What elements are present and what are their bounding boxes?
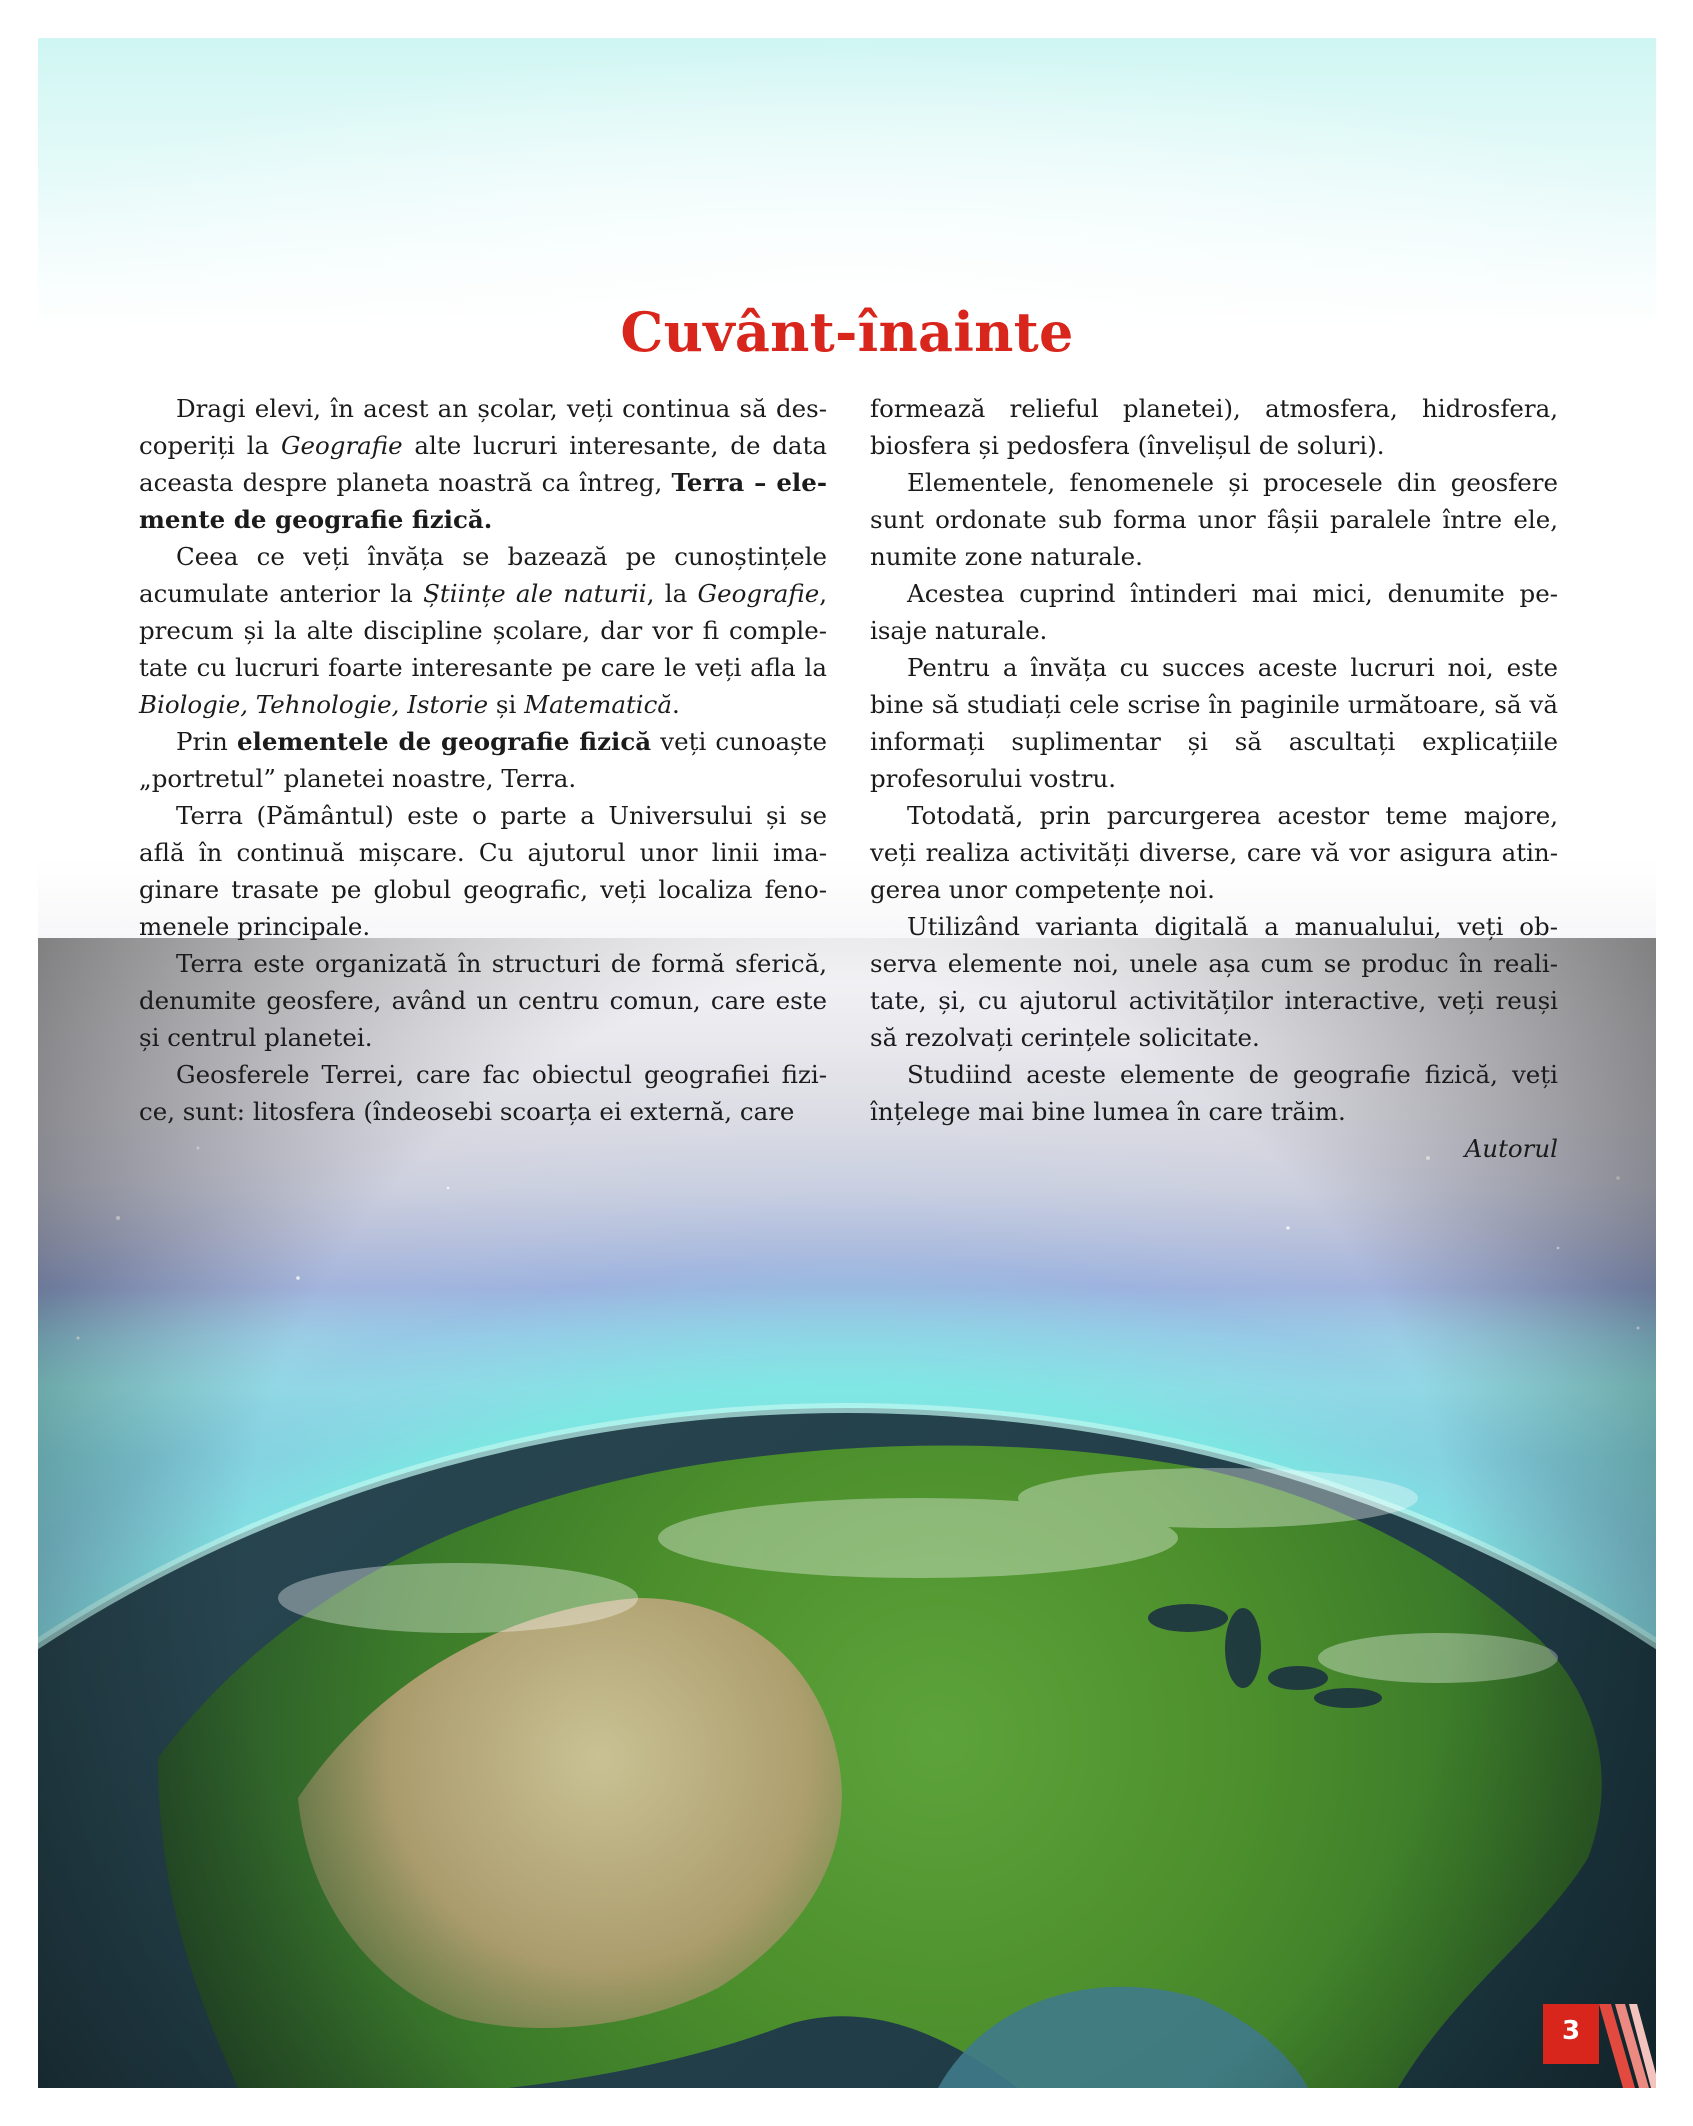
page-tab-stripes-icon	[1599, 2004, 1656, 2088]
text-span: alte lucruri interesante, de data aceasta despre planeta noastră ca întreg,	[139, 431, 827, 497]
paragraph: formează relieful planetei), atmosfera, hidrosfera, biosfera și pedosfera (învelișul de soluri).	[870, 394, 1558, 460]
page-number-tab	[1543, 2004, 1599, 2064]
left-column	[139, 390, 827, 1130]
paragraph: Acestea cuprind întinderi mai mici, denumite peisaje naturale.	[870, 579, 1558, 645]
paragraph: Utilizând varianta digitală a manualului, veți observa elemente noi, unele așa cum se produc în realitate, și, cu ajutorul activităților interactive, veți reuși să rezolvați cerințele solicitate.	[870, 912, 1558, 1052]
paragraph: Terra este organizată în structuri de formă sferică, denumite geosfere, având un centru comun, care este și centrul planetei.	[139, 949, 827, 1052]
paragraph	[139, 538, 827, 723]
italic-term: Matematică	[524, 690, 672, 719]
paragraph: Elementele, fenomenele și procesele din geosfere sunt ordonate sub forma unor fâșii paralele între ele, numite zone naturale.	[870, 468, 1558, 571]
paragraph: Geosferele Terrei, care fac obiectul geografiei fizice, sunt: litosfera (îndeosebi scoarța ei externă, care	[139, 1060, 827, 1126]
italic-term: Biologie, Tehnologie, Istorie	[139, 690, 489, 719]
page	[38, 38, 1656, 2088]
text-span: veți cunoaște „portretul” planetei noastre, Terra.	[139, 727, 827, 793]
paragraph: Studiind aceste elemente de geografie fizică, veți înțelege mai bine lumea în care trăim.	[870, 1060, 1558, 1126]
paragraph	[139, 723, 827, 797]
text-span: , precum și la alte discipline școlare, dar vor fi completate cu lucruri foarte interesante pe care le veți afla la	[139, 579, 828, 682]
text-span: și	[488, 690, 525, 719]
text-span: .	[671, 690, 680, 719]
bold-term: elementele de geografie fizică	[236, 727, 652, 756]
italic-term: Geografie	[697, 579, 820, 608]
text-span: Ceea ce veți învăța se bazează pe cunoștințele acumulate anterior la	[139, 542, 827, 608]
text-span: , la	[646, 579, 698, 608]
paragraph: Pentru a învăța cu succes aceste lucruri noi, este bine să studiați cele scrise în paginile următoare, să vă informați suplimentar și să ascultați explicațiile profesorului vostru.	[870, 653, 1558, 793]
text-span: Prin	[176, 727, 237, 756]
paragraph	[139, 390, 827, 538]
author-signature: Autorul	[1464, 1134, 1558, 1163]
text-span: Dragi elevi, în acest an școlar, veți continua să descoperiți la	[139, 394, 827, 460]
bold-term: Terra – elemente de geografie fizică.	[139, 468, 827, 534]
right-column	[870, 390, 1558, 1167]
paragraph: Totodată, prin parcurgerea acestor teme majore, veți realiza activități diverse, care vă vor asigura atingerea unor competențe noi.	[870, 801, 1558, 904]
page-number: 3	[1561, 2016, 1581, 2046]
page-title: Cuvânt-înainte	[620, 300, 1074, 364]
italic-term: Științe ale naturii	[423, 579, 647, 608]
paragraph: Terra (Pământul) este o parte a Universului și se află în continuă mișcare. Cu ajutorul unor linii imaginare trasate pe globul geografic, veți localiza fenomenele principale.	[139, 801, 827, 941]
italic-term: Geografie	[280, 431, 403, 460]
